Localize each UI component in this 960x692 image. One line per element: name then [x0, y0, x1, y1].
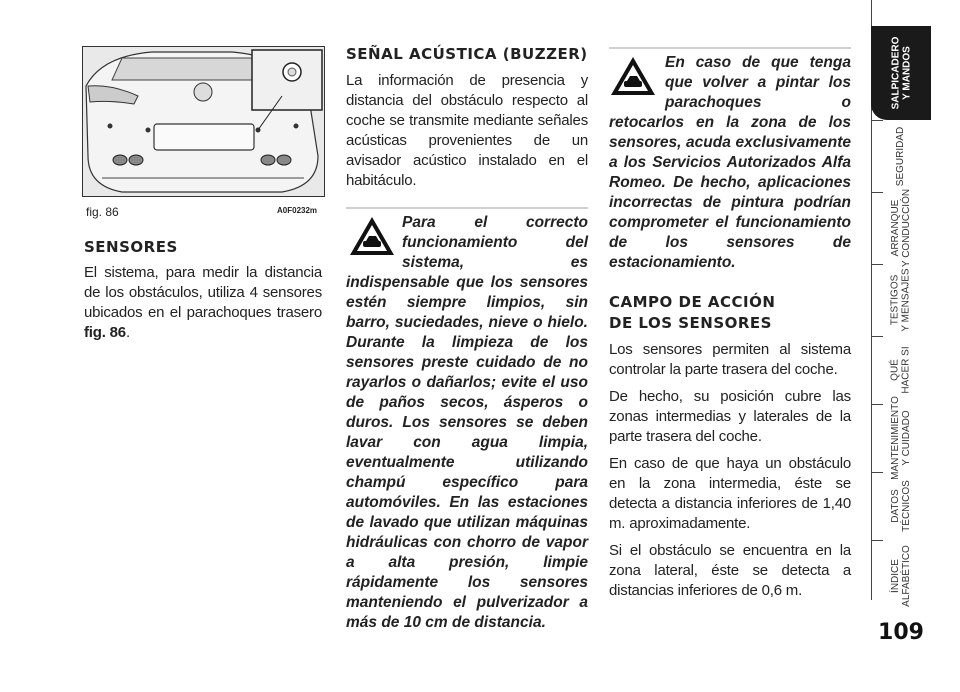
tab-label: SEGURIDAD [895, 126, 907, 186]
sensores-paragraph [84, 263, 322, 343]
chapter-sidebar [871, 0, 931, 692]
tab-mantenimiento[interactable] [871, 396, 931, 480]
warning-divider [346, 207, 588, 209]
tab-seguridad[interactable] [871, 120, 931, 192]
tab-label: TESTIGOS Y MENSAJES [890, 268, 913, 332]
figure-86 [82, 46, 325, 197]
warning-text-paint: En caso de que tenga que volver a pintar los parachoques o retocarlos en la zona de los sensores, acuda exclusivamente a los Servicios Autorizados Alfa Romeo. De hecho, aplicaciones incorrectas de pintura podrían comprometer el funcionamiento de los sensores de estacionamiento. [609, 54, 851, 271]
tab-label: DATOS TÉCNICOS [889, 480, 912, 532]
tab-indice[interactable] [871, 540, 931, 612]
figure-reference: fig. 86 [84, 324, 126, 341]
warning-text-cleaning: Para el correcto funcionamiento del sistema, es indispensable que los sensores estén siempre limpios, sin barro, suciedades, nieve o hielo. Durante la limpieza de los sensores preste cuidado de no rayarlos o dañarlos; evite el uso de paños secos, ásperos o duros. Los sensores se deben lavar con agua limpia, eventualmente utilizando champú específico para automóviles. En las estaciones de lavado que utilizan máquinas hidráulicas con chorro de vapor a alta presión, limpie rápidamente los sensores manteniendo el pulverizador a más de 10 cm de distancia. [346, 214, 588, 631]
tab-label: MANTENIMIENTO Y CUIDADO [890, 396, 912, 480]
rear-bumper-illustration [82, 46, 325, 197]
tab-label: QUÉ HACER SI [889, 346, 912, 394]
section-heading: SENSORES [84, 238, 178, 256]
tab-que-hacer[interactable] [871, 336, 931, 404]
warning-triangle-icon [348, 215, 396, 257]
section-heading [609, 292, 851, 334]
page-number: 109 [878, 620, 924, 645]
warning-box-cleaning [346, 213, 588, 633]
tab-testigos[interactable] [871, 264, 931, 336]
tab-datos-tecnicos[interactable] [871, 472, 931, 540]
senal-paragraph: La información de presencia y distancia del obstáculo respecto al coche se transmite mediante señales acústicas provenientes de un avisador acústico instalado en el habitáculo. [346, 72, 588, 189]
tab-arranque[interactable] [871, 188, 931, 268]
section-campo-accion [609, 292, 851, 608]
campo-paragraph: En caso de que haya un obstáculo en la zona intermedia, éste se detecta a distancia inferiores de 1,40 m. aproximadamente. [609, 455, 851, 532]
section-sensores [84, 237, 322, 350]
section-heading: SEÑAL ACÚSTICA (BUZZER) [346, 45, 588, 63]
tab-label: ARRANQUE Y CONDUCCIÓN [890, 188, 912, 268]
campo-paragraph: Los sensores permiten al sistema controlar la parte trasera del coche. [609, 341, 851, 378]
tab-label: ÍNDICE ALFABÉTICO [890, 545, 912, 607]
tab-label: SALPICADERO Y MANDOS [890, 36, 913, 110]
tab-salpicadero[interactable] [871, 26, 931, 120]
section-senal-acustica [346, 44, 588, 198]
campo-paragraph: Si el obstáculo se encuentra en la zona lateral, éste se detecta a distancias inferiores de 0,6 m. [609, 542, 851, 599]
figure-code: A0F0232m [277, 206, 318, 215]
heading-line-1: CAMPO DE ACCIÓN [609, 293, 776, 311]
warning-divider [609, 47, 851, 49]
sensores-text: El sistema, para medir la distancia de los obstáculos, utiliza 4 sensores ubicados en el parachoques trasero [84, 264, 322, 321]
sensores-text-end: . [125, 324, 130, 341]
figure-caption: fig. 86 [86, 205, 119, 219]
warning-triangle-icon [609, 55, 657, 97]
heading-line-2: DE LOS SENSORES [609, 314, 772, 332]
campo-paragraph: De hecho, su posición cubre las zonas intermedias y laterales de la parte trasera del coche. [609, 388, 851, 445]
warning-box-paint [609, 53, 851, 273]
